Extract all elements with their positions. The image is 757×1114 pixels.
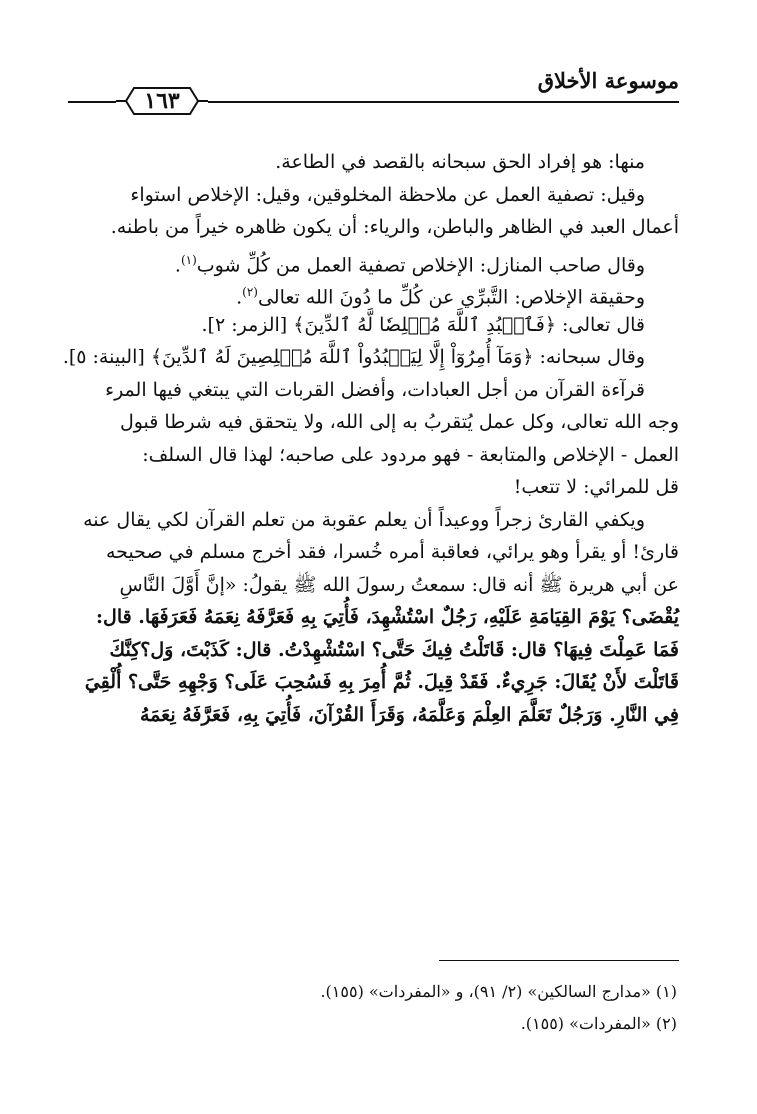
footnote-1: (١) «مدارج السالكين» (٢/ ٩١)، و «المفردات» (١٥٥). [320, 982, 677, 1001]
main-text [62, 146, 679, 731]
text-line: قارئ! أو يقرأ وهو يرائي، فعاقبة أمره خُسرا، فقد أخرج مسلم في صحيحه [106, 541, 679, 563]
hadith-line: فِي النَّارِ. وَرَجُلٌ تَعَلَّمَ العِلْمَ وَعَلَّمَهُ، وَقَرَأَ القُرْآنَ، فَأُتِيَ بِهِ، فَعَرَّفَهُ نِعَمَهُ [140, 703, 679, 726]
text-line: منها: هو إفراد الحق سبحانه بالقصد في الطاعة. [275, 151, 645, 173]
header-rule-left [68, 101, 116, 103]
book-title: موسوعة الأخلاق [537, 68, 679, 93]
text-line: وقيل: تصفية العمل عن ملاحظة المخلوقين، وقيل: الإخلاص استواء [130, 183, 645, 206]
hadith-line: يُقْضَى؟ يَوْمَ القِيَامَةِ عَلَيْهِ، رَجُلٌ اسْتُشْهِدَ، فَأُتِيَ بِهِ فَعَرَّفَهُ نِعَمَهُ فَعَرَفَهَا. قال: [96, 606, 679, 628]
page-number: ١٦٣ [144, 88, 180, 114]
quran-verse-line: وقال سبحانه: ﴿وَمَآ أُمِرُوٓاْ إِلَّا لِيَعۡبُدُواْ ٱللَّهَ مُخۡلِصِينَ لَهُ ٱلدِّينَ﴾ [البينة: ٥]. [62, 346, 645, 368]
text-line: العمل - الإخلاص والمتابعة - فهو مردود على صاحبه؛ لهذا قال السلف: [142, 443, 679, 466]
header-rule-right [208, 101, 679, 103]
text-line: ويكفي القارئ زجراً ووعيداً أن يعلم عقوبة من تعلم القرآن لكي يقال عنه [83, 508, 645, 531]
text-line: أعمال العبد في الظاهر والباطن، والرياء: أن يكون ظاهره خيراً من باطنه. [110, 216, 679, 238]
page-number-frame [116, 84, 208, 118]
quran-verse-line: قال تعالى: ﴿فَٱعۡبُدِ ٱللَّهَ مُخۡلِصٗا لَّهُ ٱلدِّينَ﴾ [الزمر: ٢]. [201, 313, 645, 336]
hadith-line: فَمَا عَمِلْتَ فِيهَا؟ قال: قَاتَلْتُ فِيكَ حَتَّى؟ اسْتُشْهِدْتُ. قال: كَذَبْتَ، وَل؟كِنَّكَ [109, 638, 679, 661]
hadith-line: قَاتَلْتَ لأَنْ يُقَالَ: جَرِيءٌ. فَقَدْ قِيلَ. ثُمَّ أُمِرَ بِهِ فَسُحِبَ عَلَى؟ وَجْهِهِ حَتَّى؟ أُلْقِيَ [84, 671, 679, 693]
text-line: قل للمرائي: لا تتعب! [513, 476, 679, 498]
footnote-2: (٢) «المفردات» (١٥٥). [520, 1014, 677, 1033]
footnote-marker: (١) [180, 252, 197, 267]
text-line-content: وقال صاحب المنازل: الإخلاص تصفية العمل من كُلِّ شوب [196, 253, 645, 276]
text-line: عن أبي هريرة ﷺ أنه قال: سمعتُ رسولَ الله ﷺ يقولُ: «إنَّ أَوَّلَ النَّاسِ [119, 573, 679, 596]
text-line-content: وحقيقة الإخلاص: التَّبرِّي عن كُلِّ ما دُونَ الله تعالى [257, 286, 645, 309]
footnote-separator [439, 960, 679, 961]
text-line-with-footnote [69, 276, 679, 309]
footnotes [77, 976, 677, 1040]
footnote-marker: (٢) [242, 285, 258, 299]
line-end-period: . [236, 286, 243, 309]
text-line-with-footnote [69, 244, 679, 277]
text-line: قرآءة القرآن من أجل العبادات، وأفضل القربات التي يبتغي فيها المرء [105, 378, 645, 401]
text-line: وجه الله تعالى، وكل عمل يُتقربُ به إلى الله، ولا يتحقق فيه شرطا قبول [119, 411, 679, 433]
line-end-period: . [174, 253, 181, 276]
